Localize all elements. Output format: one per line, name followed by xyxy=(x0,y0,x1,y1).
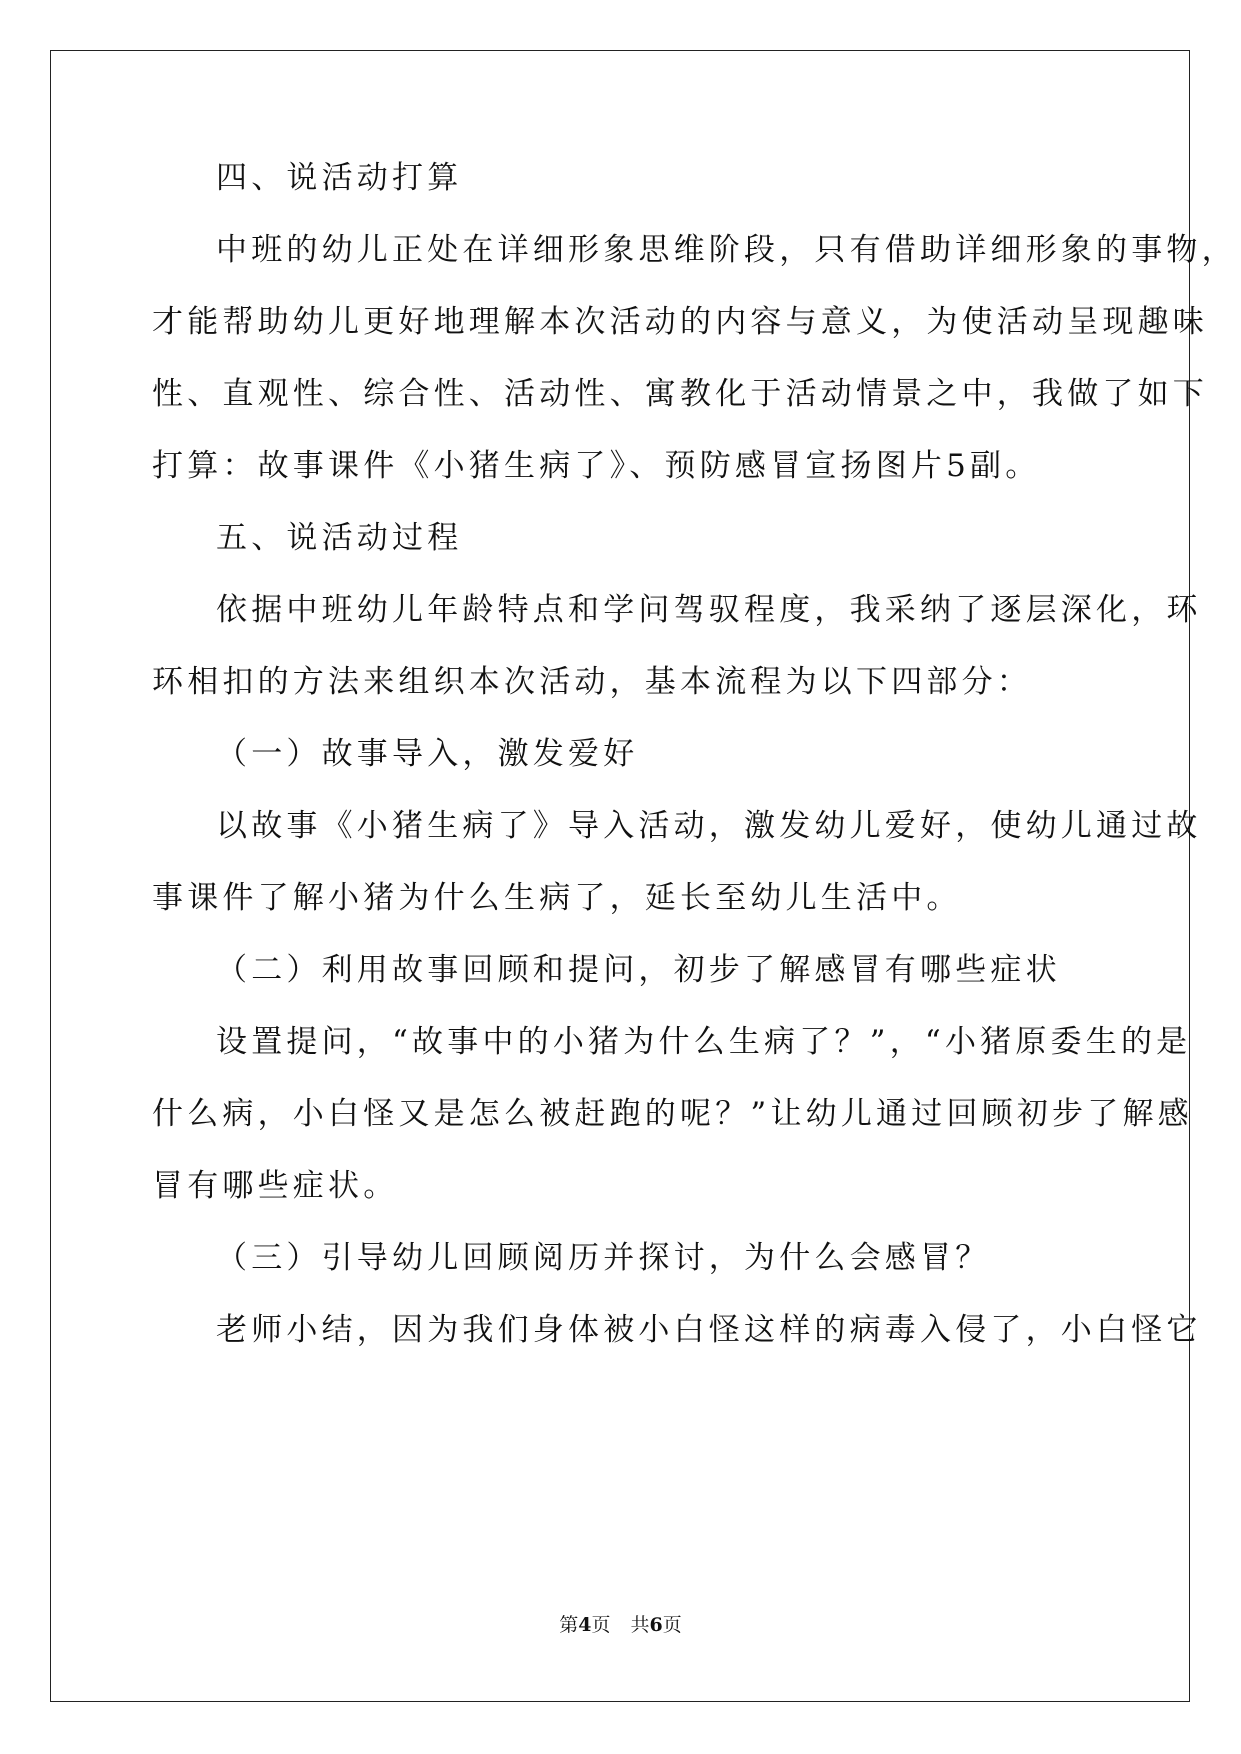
paragraph-line: 才能帮助幼儿更好地理解本次活动的内容与意义，为使活动呈现趣味 xyxy=(152,304,1208,340)
subsection-heading: （三）引导幼儿回顾阅历并探讨，为什么会感冒？ xyxy=(216,1240,991,1276)
footer-page-prefix: 第 xyxy=(559,1614,579,1636)
paragraph-line: 打算：故事课件《小猪生病了》、预防感冒宣扬图片5副。 xyxy=(152,448,1041,484)
paragraph-line: 设置提问，“故事中的小猪为什么生病了？”，“小猪原委生的是 xyxy=(216,1024,1192,1060)
paragraph-line: 依据中班幼儿年龄特点和学问驾驭程度，我采纳了逐层深化，环 xyxy=(216,592,1202,628)
footer-total-suffix: 页 xyxy=(662,1614,682,1636)
paragraph-line: 什么病，小白怪又是怎么被赶跑的呢？”让幼儿通过回顾初步了解感 xyxy=(152,1096,1193,1132)
subsection-heading: （二）利用故事回顾和提问，初步了解感冒有哪些症状 xyxy=(216,952,1061,988)
section-heading: 四、说活动打算 xyxy=(216,160,463,196)
paragraph-line: 冒有哪些症状。 xyxy=(152,1168,399,1204)
page-footer xyxy=(0,1610,1241,1637)
footer-page-total: 6 xyxy=(649,1614,663,1636)
paragraph-line: 以故事《小猪生病了》导入活动，激发幼儿爱好，使幼儿通过故 xyxy=(216,808,1202,844)
subsection-heading: （一）故事导入，激发爱好 xyxy=(216,736,639,772)
footer-page-suffix: 页 xyxy=(591,1614,611,1636)
section-heading: 五、说活动过程 xyxy=(216,520,463,556)
page-border xyxy=(50,50,1190,1702)
paragraph-line: 中班的幼儿正处在详细形象思维阶段，只有借助详细形象的事物， xyxy=(216,232,1237,268)
paragraph-line: 性、直观性、综合性、活动性、寓教化于活动情景之中，我做了如下 xyxy=(152,376,1208,412)
paragraph-line: 环相扣的方法来组织本次活动，基本流程为以下四部分： xyxy=(152,664,1032,700)
footer-total-prefix: 共 xyxy=(630,1614,650,1636)
footer-page-current: 4 xyxy=(578,1614,592,1636)
paragraph-line: 老师小结，因为我们身体被小白怪这样的病毒入侵了，小白怪它 xyxy=(216,1312,1202,1348)
paragraph-line: 事课件了解小猪为什么生病了，延长至幼儿生活中。 xyxy=(152,880,962,916)
